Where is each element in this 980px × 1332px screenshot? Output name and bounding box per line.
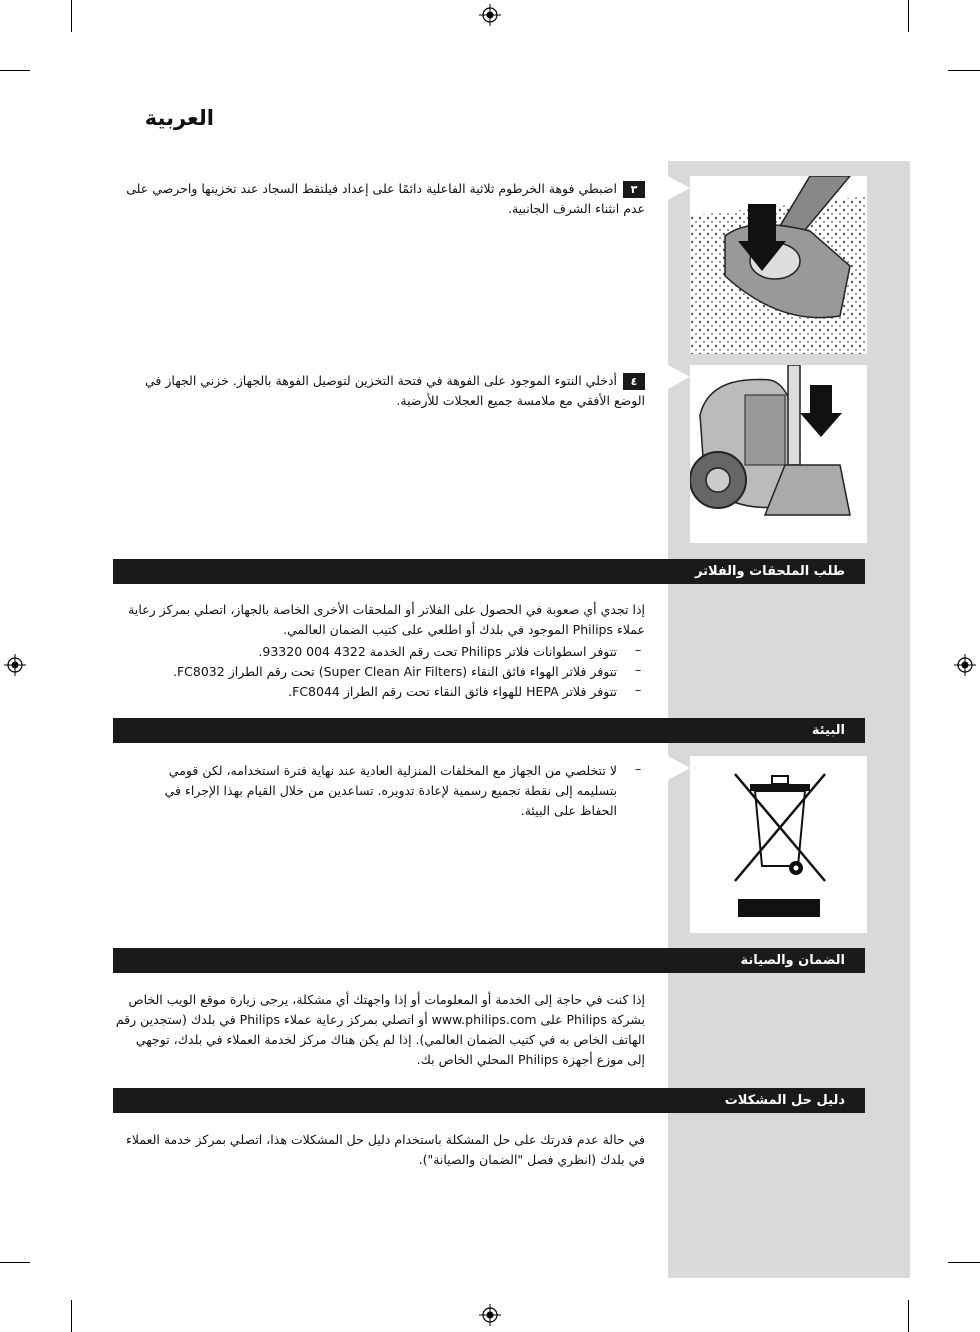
crop-mark [948,1262,980,1263]
figure-pointer [668,365,690,389]
section-bar-guarantee: الضمان والصيانة [113,948,865,973]
figure-nozzle-carpet [690,176,867,354]
section-bar-environment: البيئة [113,718,865,743]
bullet-dash: – [635,761,642,776]
registration-mark-icon [954,654,976,676]
step-4 [115,371,645,411]
section-bar-accessories: طلب الملحقات والفلاتر [113,559,865,584]
troubleshooting-text: في حالة عدم قدرتك على حل المشكلة باستخدام دليل حل المشكلات هذا، اتصلي بمركز خدمة العملاء في بلدك (انظري فصل "الضمان والصيانة"). [126,1132,645,1167]
section-bar-troubleshooting: دليل حل المشكلات [113,1088,865,1113]
nozzle-carpet-setting-illustration [690,176,867,354]
list-item: لا تتخلصي من الجهاز مع المخلفات المنزلية العادية عند نهاية فترة استخدامه، لكن قومي بتسليمه إلى نقطة تجميع رسمية لإعادة تدويره. تساعدين من خلال القيام بهذا الإجراء في الحفاظ على البيئة. [164,763,617,818]
step-number: ٣ [623,181,645,198]
registration-mark-icon [4,654,26,676]
crop-mark [71,0,72,32]
figure-weee [690,756,867,933]
bullet-dash: – [635,662,642,677]
registration-mark-icon [479,4,501,26]
crop-mark [908,0,909,32]
vacuum-parking-position-illustration [690,365,867,543]
bullet-dash: – [635,642,642,657]
crop-mark [908,1300,909,1332]
step-text: اضبطي فوهة الخرطوم ثلاثية الفاعلية دائمًا على إعداد فيلتقط السجاد عند تخزينها واحرصي على عدم انثناء الشرف الجانبية. [126,181,645,216]
crop-mark [0,70,30,71]
step-number: ٤ [623,373,645,390]
step-3 [115,179,645,219]
figure-pointer [668,756,690,780]
guarantee-text: إذا كنت في حاجة إلى الخدمة أو المعلومات أو إذا واجهتك أي مشكلة، يرجى زيارة موقع الويب الخاص بشركة Philips على www.philips.com أو اتصلي بمركز رعاية عملاء Philips في بلدك (ستجدين رقم الهاتف الخاص به في كتيب الضمان العالمي). إذا لم يكن هناك مركز لخدمة العملاء في بلدك، توجهي إلى موزع أجهزة Philips المحلي الخاص بك. [115,992,645,1067]
crossed-out-wheelie-bin-weee-icon [690,756,867,933]
language-heading: العربية [144,106,214,130]
step-text: أدخلي النتوء الموجود على الفوهة في فتحة التخزين لتوصيل الفوهة بالجهاز. خزني الجهاز في الوضع الأفقي مع ملامسة جميع العجلات للأرضية. [144,373,645,408]
list-item: تتوفر فلاتر HEPA للهواء فائق النقاء تحت رقم الطراز FC8044. [288,684,617,699]
registration-mark-icon [479,1304,501,1326]
list-item: تتوفر فلاتر الهواء فائق النقاء (Super Clean Air Filters) تحت رقم الطراز FC8032. [173,664,617,679]
figure-vacuum-parking [690,365,867,543]
accessories-intro: إذا تجدي أي صعوبة في الحصول على الفلاتر أو الملحقات الأخرى الخاصة بالجهاز، اتصلي بمركز رعاية عملاء Philips الموجود في بلدك أو اطلعي على كتيب الضمان العالمي. [128,602,645,637]
figure-pointer [668,176,690,200]
bullet-dash: – [635,682,642,697]
crop-mark [948,70,980,71]
list-item: تتوفر اسطوانات فلاتر Philips تحت رقم الخدمة 4322 004 93320. [258,644,617,659]
crop-mark [71,1300,72,1332]
crop-mark [0,1262,30,1263]
